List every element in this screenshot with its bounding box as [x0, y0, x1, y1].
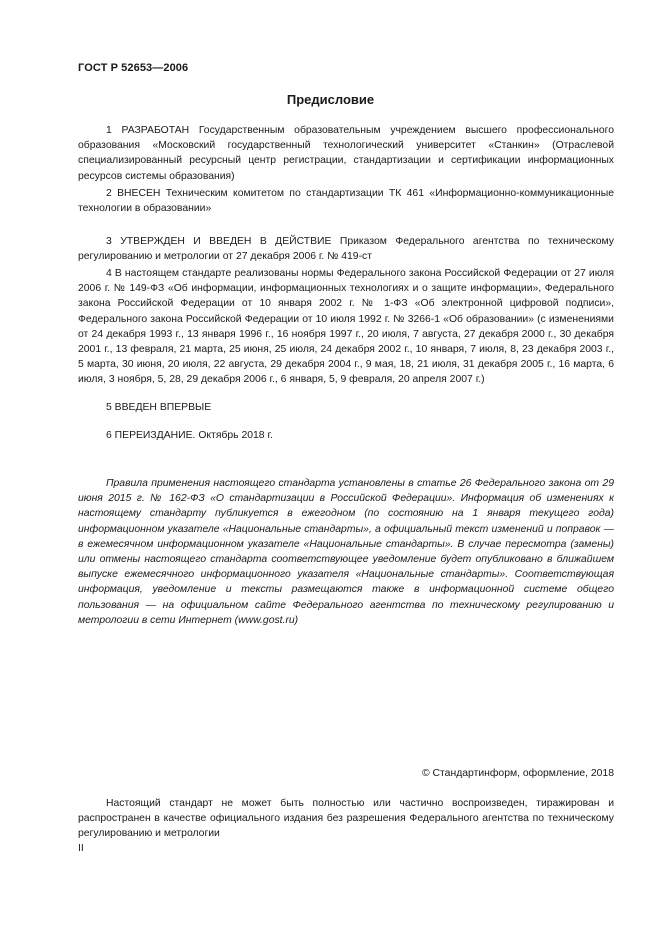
foreword-item-text: 1 РАЗРАБОТАН Государственным образовательным учреждением высшего профессионального образования «Московский государственный технологический университет «Станкин» (Отраслевой специализированный ресурсный центр регистрации, стандартизации и сертификации информационных ресурсов системы образования): [78, 125, 614, 182]
foreword-item-4: [78, 266, 614, 388]
foreword-item-1: [78, 123, 614, 184]
foreword-item-3: [78, 234, 614, 264]
foreword-item-text: 6 ПЕРЕИЗДАНИЕ. Октябрь 2018 г.: [106, 430, 273, 441]
document-code: ГОСТ Р 52653—2006: [78, 62, 189, 74]
foreword-item-text: 2 ВНЕСЕН Техническим комитетом по стандартизации ТК 461 «Информационно-коммуникационные технологии в образовании»: [78, 188, 614, 215]
notice-text: Правила применения настоящего стандарта установлены в статье 26 Федерального закона от 29 июня 2015 г. № 162-ФЗ «О стандартизации в Российской Федерации». Информация об изменениях к настоящему стандарту публикуется в ежегодном (по состоянию на 1 января текущего года) информационном указателе «Национальные стандарты», а официальный текст изменений и поправок — в ежемесячном информационном указателе «Национальные стандарты». В случае пересмотра (замены) или отмены настоящего стандарта соответствующее уведомление будет опубликовано в ближайшем выпуске ежемесячного информационного указателя «Национальные стандарты». Соответствующая информация, уведомление и тексты размещаются также в информационной системе общего пользования — на официальном сайте Федерального агентства по техническому регулированию и метрологии в сети Интернет (www.gost.ru): [78, 478, 614, 626]
foreword-item-text: 5 ВВЕДЕН ВПЕРВЫЕ: [106, 402, 212, 413]
foreword-item-6: [78, 428, 614, 443]
reproduction-text: Настоящий стандарт не может быть полностью или частично воспроизведен, тиражирован и распространен в качестве официального издания без разрешения Федерального агентства по техническому регулированию и метрологии: [78, 798, 614, 840]
copyright-line: © Стандартинформ, оформление, 2018: [421, 768, 614, 779]
reproduction-notice: [78, 796, 614, 842]
foreword-item-2: [78, 186, 614, 216]
page-title: Предисловие: [286, 92, 375, 107]
foreword-item-text: 3 УТВЕРЖДЕН И ВВЕДЕН В ДЕЙСТВИЕ Приказом Федерального агентства по техническому регулированию и метрологии от 27 декабря 2006 г. № 419-ст: [78, 236, 614, 263]
standard-application-notice: [78, 476, 614, 628]
page-number: II: [78, 843, 84, 854]
foreword-item-5: [78, 400, 614, 415]
foreword-item-text: 4 В настоящем стандарте реализованы нормы Федерального закона Российской Федерации от 27 июля 2006 г. № 149-ФЗ «Об информации, информационных технологиях и о защите информации», Федерального закона Российской Федерации от 10 января 2002 г. № 1-ФЗ «Об электронной цифровой подписи», Федерального закона Российской Федерации от 10 июля 1992 г. № 3266-1 «Об образовании» (с изменениями от 24 декабря 1993 г., 13 января 1996 г., 16 ноября 1997 г., 20 июля, 7 августа, 27 декабря 2000 г., 30 декабря 2001 г., 13 февраля, 21 марта, 25 июня, 25 июля, 24 декабря 2002 г., 10 января, 7 июля, 8, 23 декабря 2003 г., 5 марта, 30 июня, 20 июля, 22 августа, 29 декабря 2004 г., 9 мая, 18, 21 июля, 31 декабря 2005 г., 16 марта, 6 июля, 3 ноября, 5, 28, 29 декабря 2006 г., 6 января, 5, 9 февраля, 20 апреля 2007 г.): [78, 268, 614, 386]
